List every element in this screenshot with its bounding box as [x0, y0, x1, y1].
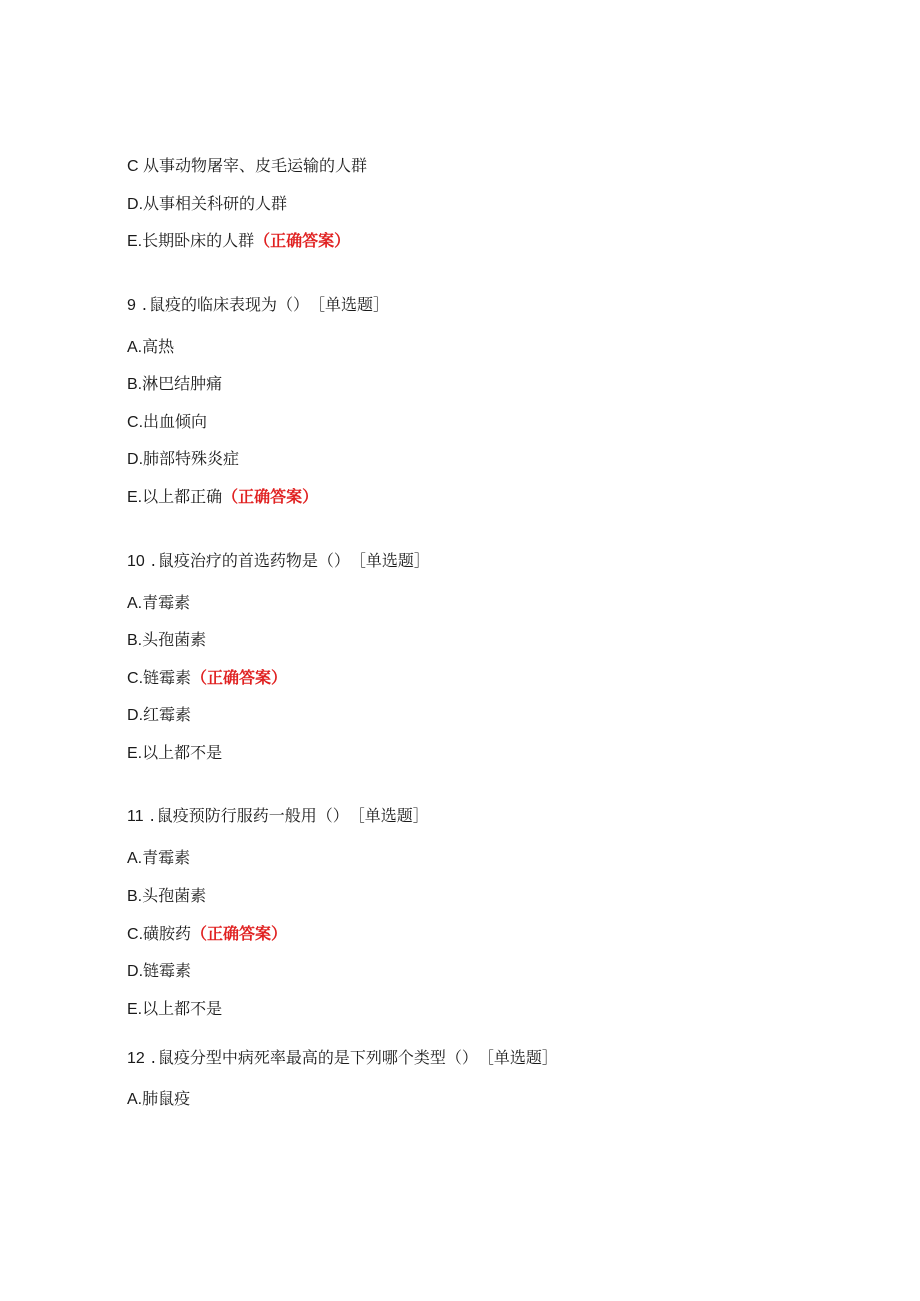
question-number: 12 [127, 1050, 145, 1067]
option-separator: . [137, 745, 143, 762]
question-type: ［单选题］ [317, 295, 390, 314]
option-letter: D [127, 451, 139, 468]
option-letter: D [127, 963, 139, 980]
question-dot: . [150, 1048, 156, 1067]
question-dot: . [150, 551, 156, 570]
option-letter: E [127, 745, 138, 762]
answer-option [127, 848, 190, 868]
answer-option [127, 886, 206, 906]
option-text: 肺鼠疫 [142, 1089, 191, 1108]
option-separator: . [137, 850, 143, 867]
option-text: 从事相关科研的人群 [143, 194, 288, 213]
option-letter: E [127, 1001, 138, 1018]
answer-option [127, 961, 191, 981]
answer-option [127, 630, 206, 650]
question-text: 鼠疫的临床表现为（） [149, 295, 310, 314]
option-separator: . [137, 1091, 143, 1108]
option-text: 以上都正确 [142, 487, 223, 506]
option-text: 红霉素 [143, 705, 192, 724]
option-letter: E [127, 489, 138, 506]
answer-option [127, 412, 207, 432]
option-letter: A [127, 1091, 138, 1108]
answer-option [127, 194, 287, 214]
answer-option [127, 924, 287, 944]
question-number: 10 [127, 553, 145, 570]
option-separator: . [137, 888, 143, 905]
option-separator: . [137, 489, 143, 506]
option-separator: . [138, 926, 144, 943]
answer-option [127, 449, 239, 469]
option-separator: . [138, 451, 144, 468]
option-text: 长期卧床的人群 [142, 231, 255, 250]
correct-answer-mark: （正确答案） [191, 924, 288, 943]
option-text: 以上都不是 [142, 999, 223, 1018]
correct-answer-mark: （正确答案） [222, 487, 319, 506]
question-text: 鼠疫治疗的首选药物是（） [157, 551, 350, 570]
option-separator: . [137, 233, 143, 250]
correct-answer-mark: （正确答案） [254, 231, 351, 250]
option-letter: B [127, 632, 138, 649]
option-text: 青霉素 [142, 848, 191, 867]
option-letter: D [127, 707, 139, 724]
option-text: 从事动物屠宰、皮毛运输的人群 [143, 156, 368, 175]
answer-option [127, 1089, 190, 1109]
option-text: 头孢菌素 [142, 886, 207, 905]
option-letter: A [127, 339, 138, 356]
option-separator: . [138, 670, 144, 687]
option-separator: . [137, 632, 143, 649]
question-stem [127, 551, 430, 571]
answer-option [127, 999, 222, 1019]
correct-answer-mark: （正确答案） [191, 668, 288, 687]
option-text: 磺胺药 [143, 924, 192, 943]
answer-option [127, 156, 367, 176]
answer-option [127, 337, 174, 357]
option-letter: C [127, 926, 139, 943]
question-text: 鼠疫预防行服药一般用（） [156, 806, 349, 825]
option-text: 链霉素 [143, 961, 192, 980]
answer-option [127, 668, 287, 688]
question-dot: . [149, 806, 155, 825]
answer-option [127, 231, 350, 251]
option-letter: A [127, 850, 138, 867]
option-separator: . [138, 196, 144, 213]
answer-option [127, 705, 191, 725]
option-text: 链霉素 [143, 668, 192, 687]
answer-option [127, 487, 318, 507]
question-stem [127, 295, 389, 315]
option-separator: . [138, 963, 144, 980]
option-separator: . [137, 339, 143, 356]
option-letter: D [127, 196, 139, 213]
question-dot: . [141, 295, 147, 314]
option-text: 头孢菌素 [142, 630, 207, 649]
answer-option [127, 374, 222, 394]
option-letter: B [127, 376, 138, 393]
option-letter: C [127, 670, 139, 687]
question-stem [127, 1048, 558, 1068]
option-letter: C [127, 414, 139, 431]
option-letter: C [127, 158, 139, 175]
option-letter: B [127, 888, 138, 905]
answer-option [127, 593, 190, 613]
option-letter: E [127, 233, 138, 250]
question-number: 9 [127, 297, 136, 314]
question-number: 11 [127, 808, 144, 825]
question-text: 鼠疫分型中病死率最高的是下列哪个类型（） [157, 1048, 478, 1067]
option-text: 出血倾向 [143, 412, 208, 431]
question-type: ［单选题］ [357, 551, 430, 570]
answer-option [127, 743, 222, 763]
option-letter: A [127, 595, 138, 612]
option-text: 高热 [142, 337, 175, 356]
option-text: 青霉素 [142, 593, 191, 612]
question-stem [127, 806, 429, 826]
option-separator: . [138, 707, 144, 724]
option-text: 淋巴结肿痛 [142, 374, 223, 393]
option-separator: . [137, 595, 143, 612]
option-separator: . [137, 376, 143, 393]
option-text: 以上都不是 [142, 743, 223, 762]
question-type: ［单选题］ [485, 1048, 558, 1067]
question-type: ［单选题］ [356, 806, 429, 825]
option-separator: . [137, 1001, 143, 1018]
option-separator: . [138, 414, 144, 431]
option-text: 肺部特殊炎症 [143, 449, 240, 468]
